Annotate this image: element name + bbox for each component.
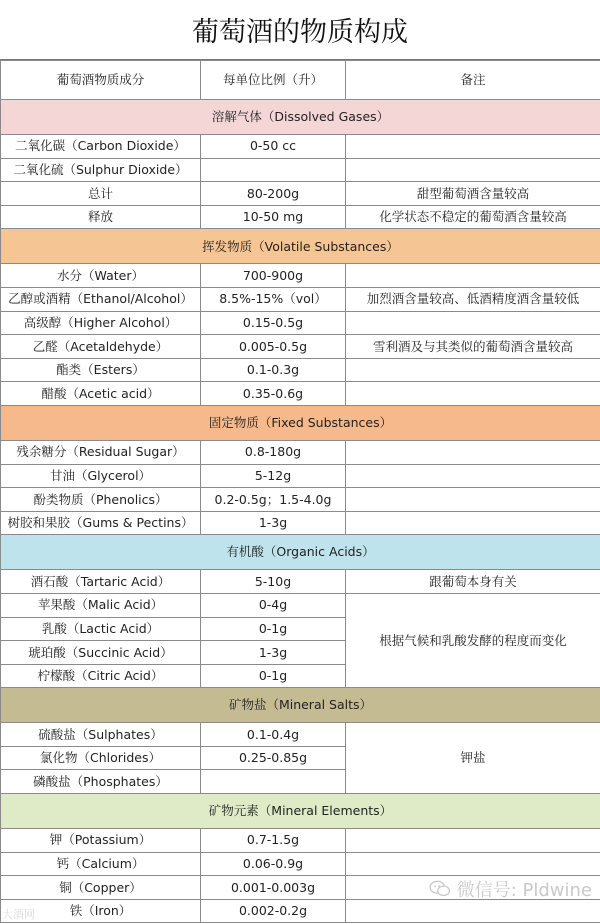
component-value: 0.15-0.5g [201, 311, 346, 335]
component-value: 0.7-1.5g [201, 829, 346, 853]
component-name: 残余糖分（Residual Sugar） [1, 440, 201, 464]
component-name: 酒石酸（Tartaric Acid） [1, 570, 201, 594]
component-note [346, 311, 600, 335]
component-name: 二氧化硫（Sulphur Dioxide） [1, 158, 201, 182]
component-note [346, 511, 600, 535]
component-name: 铁（Iron） [1, 899, 201, 923]
component-name: 醋酸（Acetic acid） [1, 382, 201, 406]
page-title: 葡萄酒的物质构成 [0, 0, 600, 60]
component-note-merged: 钾盐 [346, 723, 600, 794]
component-value: 80-200g [201, 182, 346, 206]
section-header-mineral-salts [1, 688, 600, 723]
component-note [346, 899, 600, 923]
component-value: 0.1-0.3g [201, 358, 346, 382]
table-header-row [1, 61, 600, 100]
table-row [1, 852, 600, 876]
component-name: 乙醛（Acetaldehyde） [1, 335, 201, 359]
table-row [1, 464, 600, 488]
table-row [1, 287, 600, 311]
composition-table [0, 60, 600, 923]
header-component: 葡萄酒物质成分 [1, 61, 201, 100]
component-name: 二氧化碳（Carbon Dioxide） [1, 135, 201, 159]
component-name: 总计 [1, 182, 201, 206]
table-row [1, 570, 600, 594]
table-row [1, 264, 600, 288]
component-note [346, 464, 600, 488]
section-title: 固定物质（Fixed Substances） [1, 405, 600, 440]
component-value: 0.1-0.4g [201, 723, 346, 747]
component-value: 0.002-0.2g [201, 899, 346, 923]
component-name: 甘油（Glycerol） [1, 464, 201, 488]
header-ratio: 每单位比例（升） [201, 61, 346, 100]
component-value: 0.8-180g [201, 440, 346, 464]
wechat-id-text: 微信号: Pldwine [456, 880, 592, 901]
section-title: 有机酸（Organic Acids） [1, 535, 600, 570]
component-value: 0-1g [201, 664, 346, 688]
component-value: 700-900g [201, 264, 346, 288]
component-note [346, 852, 600, 876]
component-note: 甜型葡萄酒含量较高 [346, 182, 600, 206]
component-name: 水分（Water） [1, 264, 201, 288]
section-header-volatile-substances [1, 229, 600, 264]
component-name: 酯类（Esters） [1, 358, 201, 382]
component-name: 树胶和果胶（Gums & Pectins） [1, 511, 201, 535]
component-value: 0.35-0.6g [201, 382, 346, 406]
table-row [1, 723, 600, 747]
table-row [1, 358, 600, 382]
site-watermark [2, 906, 35, 922]
component-name: 磷酸盐（Phosphates） [1, 770, 201, 794]
component-value: 1-3g [201, 641, 346, 665]
component-value: 5-12g [201, 464, 346, 488]
component-name: 琥珀酸（Succinic Acid） [1, 641, 201, 665]
table-row [1, 182, 600, 206]
component-value: 0.001-0.003g [201, 876, 346, 900]
section-header-mineral-elements [1, 794, 600, 829]
component-value: 0.005-0.5g [201, 335, 346, 359]
component-value: 0.2-0.5g；1.5-4.0g [201, 488, 346, 512]
component-value: 8.5%-15%（vol） [201, 287, 346, 311]
component-name: 铜（Copper） [1, 876, 201, 900]
component-note-merged: 根据气候和乳酸发酵的程度而变化 [346, 593, 600, 687]
section-header-dissolved-gases [1, 100, 600, 135]
table-row [1, 205, 600, 229]
component-name: 钙（Calcium） [1, 852, 201, 876]
table-row [1, 311, 600, 335]
table-row [1, 511, 600, 535]
component-note [346, 264, 600, 288]
site-watermark-text: 大酒网 [2, 908, 35, 921]
component-name: 钾（Potassium） [1, 829, 201, 853]
wechat-icon [429, 880, 451, 898]
component-note [346, 158, 600, 182]
component-value [201, 158, 346, 182]
component-name: 释放 [1, 205, 201, 229]
section-header-organic-acids [1, 535, 600, 570]
component-value: 5-10g [201, 570, 346, 594]
component-name: 硫酸盐（Sulphates） [1, 723, 201, 747]
component-note: 化学状态不稳定的葡萄酒含量较高 [346, 205, 600, 229]
section-title: 溶解气体（Dissolved Gases） [1, 100, 600, 135]
component-value: 10-50 mg [201, 205, 346, 229]
component-note: 雪利酒及与其类似的葡萄酒含量较高 [346, 335, 600, 359]
component-note [346, 382, 600, 406]
table-row [1, 440, 600, 464]
component-name: 乳酸（Lactic Acid） [1, 617, 201, 641]
component-name: 乙醇或酒精（Ethanol/Alcohol） [1, 287, 201, 311]
component-value: 0.06-0.9g [201, 852, 346, 876]
component-note: 跟葡萄本身有关 [346, 570, 600, 594]
component-note [346, 829, 600, 853]
section-title: 挥发物质（Volatile Substances） [1, 229, 600, 264]
table-row [1, 158, 600, 182]
component-value: 0-50 cc [201, 135, 346, 159]
component-value [201, 770, 346, 794]
component-note [346, 358, 600, 382]
component-note [346, 440, 600, 464]
component-value: 0-1g [201, 617, 346, 641]
header-note: 备注 [346, 61, 600, 100]
table-row [1, 335, 600, 359]
table-row [1, 829, 600, 853]
table-row [1, 593, 600, 617]
table-row [1, 382, 600, 406]
component-name: 酚类物质（Phenolics） [1, 488, 201, 512]
component-name: 苹果酸（Malic Acid） [1, 593, 201, 617]
wechat-watermark [429, 876, 592, 902]
component-name: 氯化物（Chlorides） [1, 746, 201, 770]
component-value: 0.25-0.85g [201, 746, 346, 770]
component-name: 柠檬酸（Citric Acid） [1, 664, 201, 688]
component-note: 加烈酒含量较高、低酒精度酒含量较低 [346, 287, 600, 311]
component-value: 1-3g [201, 511, 346, 535]
table-row [1, 135, 600, 159]
section-header-fixed-substances [1, 405, 600, 440]
section-title: 矿物盐（Mineral Salts） [1, 688, 600, 723]
component-note [346, 488, 600, 512]
component-name: 高级醇（Higher Alcohol） [1, 311, 201, 335]
component-note [346, 135, 600, 159]
component-value: 0-4g [201, 593, 346, 617]
table-row [1, 488, 600, 512]
section-title: 矿物元素（Mineral Elements） [1, 794, 600, 829]
table-row [1, 899, 600, 923]
